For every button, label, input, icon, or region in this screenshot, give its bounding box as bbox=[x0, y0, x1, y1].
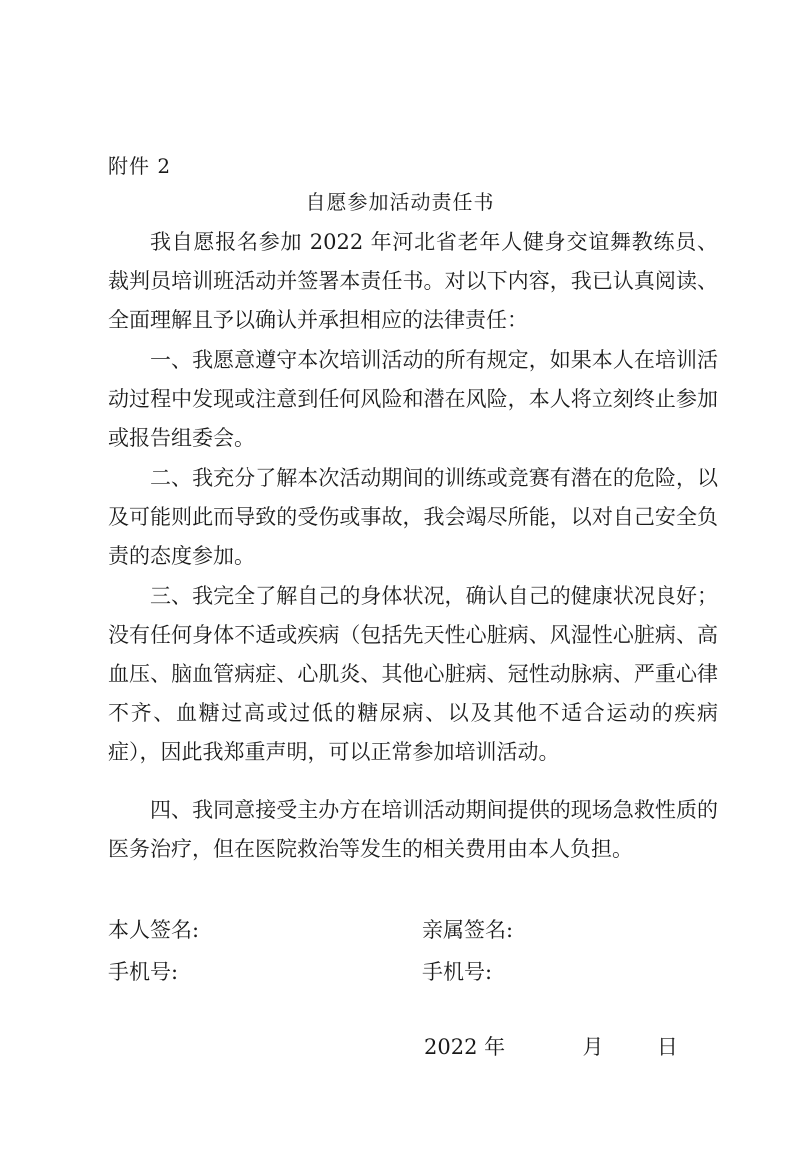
relative-phone-label: 手机号: bbox=[422, 960, 493, 984]
attachment-label: 附件 2 bbox=[108, 154, 172, 178]
date-year: 2022 bbox=[424, 1035, 478, 1059]
document-title: 自愿参加活动责任书 bbox=[305, 190, 495, 214]
date-month-unit: 月 bbox=[582, 1035, 604, 1059]
clause-4-paragraph: 四、我同意接受主办方在培训活动期间提供的现场急救性质的医务治疗，但在医院救治等发生的相关费用由本人负担。 bbox=[108, 798, 718, 861]
clause-2-paragraph: 二、我充分了解本次活动期间的训练或竞赛有潜在的危险，以及可能则此而导致的受伤或事故，我会竭尽所能，以对自己安全负责的态度参加。 bbox=[108, 466, 718, 568]
clause-3-paragraph: 三、我完全了解自己的身体状况，确认自己的健康状况良好；没有任何身体不适或疾病（包括先天性心脏病、风湿性心脏病、高血压、脑血管病症、心肌炎、其他心脏病、冠性动脉病、严重心律不齐、血糖过高或过低的糖尿病、以及其他不适合运动的疾病症），因此我郑重声明，可以正常参加培训活动。 bbox=[108, 584, 718, 764]
intro-paragraph: 我自愿报名参加 2022 年河北省老年人健身交谊舞教练员、裁判员培训班活动并签署本责任书。对以下内容，我已认真阅读、全面理解且予以确认并承担相应的法律责任： bbox=[108, 230, 718, 332]
self-phone-label: 手机号: bbox=[108, 960, 179, 984]
self-signature-label: 本人签名: bbox=[108, 918, 200, 942]
signing-date bbox=[424, 1032, 678, 1062]
clause-1-paragraph: 一、我愿意遵守本次培训活动的所有规定，如果本人在培训活动过程中发现或注意到任何风险和潜在风险，本人将立刻终止参加或报告组委会。 bbox=[108, 348, 718, 450]
relative-signature-label: 亲属签名: bbox=[422, 918, 514, 942]
date-day-unit: 日 bbox=[656, 1035, 678, 1059]
date-year-unit: 年 bbox=[484, 1035, 506, 1059]
